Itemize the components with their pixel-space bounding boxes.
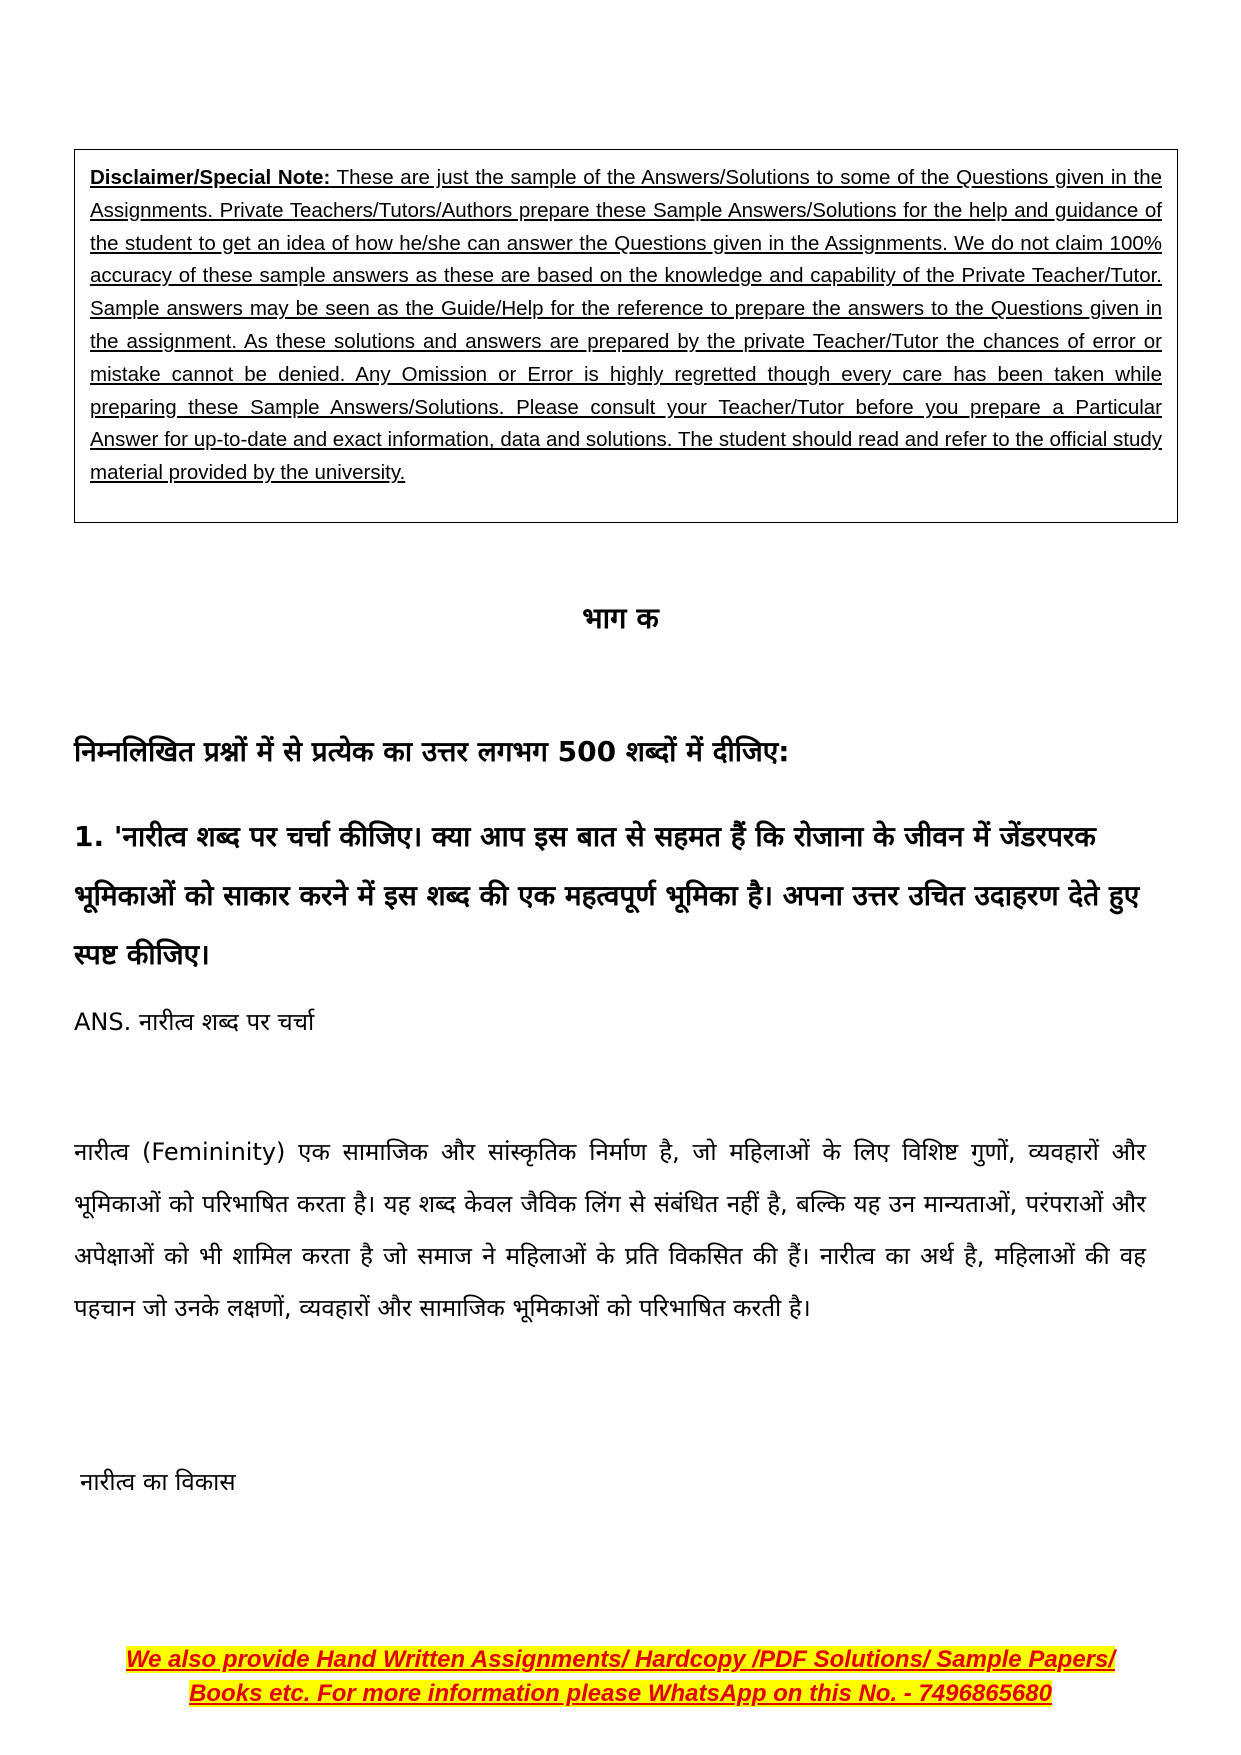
footer-promo-line-2: Books etc. For more information please WhatsApp on this No. - 7496865680 <box>189 1680 1052 1707</box>
disclaimer-body: These are just the sample of the Answers/Solutions to some of the Questions given in the Assignments. Private Teachers/Tutors/Authors prepare these Sample Answers/Solutions for the help and guidance of the student to get an idea of how he/she can answer the Questions given in the Assignments. We do not claim 100% accuracy of these sample answers as these are based on the knowledge and capability of the Private Teacher/Tutor. Sample answers may be seen as the Guide/Help for the reference to prepare the answers to the Questions given in the assignment. As these solutions and answers are prepared by the private Teacher/Tutor the chances of error or mistake cannot be denied. Any Omission or Error is highly regretted though every care has been taken while preparing these Sample Answers/Solutions. Please consult your Teacher/Tutor before you prepare a Particular Answer for up-to-date and exact information, data and solutions. The student should read and refer to the official study material provided by the university. <box>90 166 1162 485</box>
footer-promo-line-1: We also provide Hand Written Assignments/ Hardcopy /PDF Solutions/ Sample Papers/ <box>125 1646 1116 1673</box>
answer-heading: ANS. नारीत्व शब्द पर चर्चा <box>74 1008 315 1036</box>
footer-promo <box>0 1643 1241 1711</box>
disclaimer-label: Disclaimer/Special Note: <box>90 166 331 189</box>
section-heading: भाग क <box>582 601 659 635</box>
answer-paragraph: नारीत्व (Femininity) एक सामाजिक और सांस्कृतिक निर्माण है, जो महिलाओं के लिए विशिष्ट गुणों, व्यवहारों और भूमिकाओं को परिभाषित करता है। यह शब्द केवल जैविक लिंग से संबंधित नहीं है, बल्कि यह उन मान्यताओं, परंपराओं और अपेक्षाओं को भी शामिल करता है जो समाज ने महिलाओं के प्रति विकसित की हैं। नारीत्व का अर्थ है, महिलाओं की वह पहचान जो उनके लक्षणों, व्यवहारों और सामाजिक भूमिकाओं को परिभाषित करती है। <box>74 1138 1146 1322</box>
question-text: 1. 'नारीत्व शब्द पर चर्चा कीजिए। क्या आप इस बात से सहमत हैं कि रोजाना के जीवन में जेंडरपरक भूमिकाओं को साकार करने में इस शब्द की एक महत्वपूर्ण भूमिका है। अपना उत्तर उचित उदाहरण देते हुए स्पष्ट कीजिए। <box>74 820 1140 971</box>
disclaimer-box <box>74 149 1178 523</box>
answer-subheading: नारीत्व का विकास <box>80 1468 236 1496</box>
instruction-text: निम्नलिखित प्रश्नों में से प्रत्येक का उत्तर लगभग 500 शब्दों में दीजिए: <box>74 735 790 768</box>
disclaimer-text <box>90 162 1162 490</box>
